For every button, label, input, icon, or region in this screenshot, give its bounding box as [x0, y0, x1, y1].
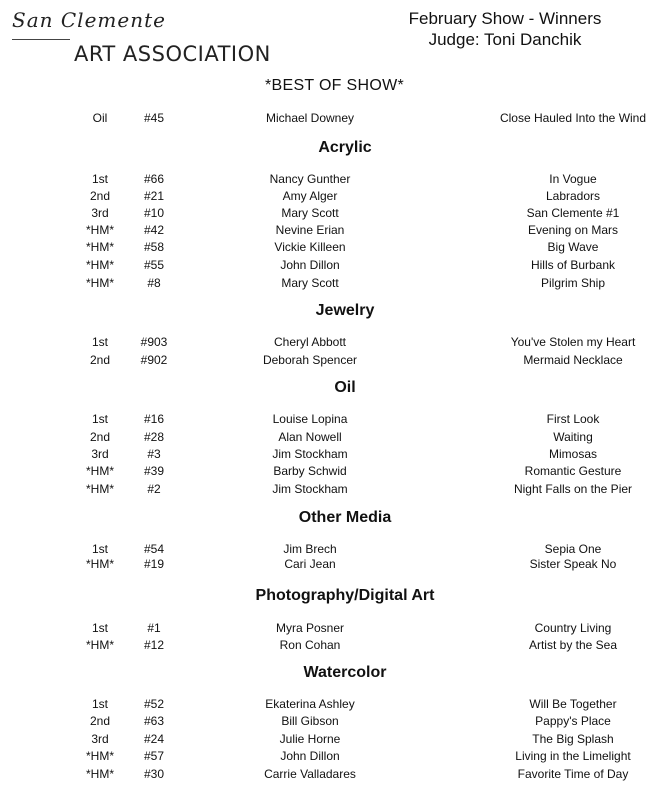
entry-number: #19 [143, 557, 165, 571]
table-row [0, 767, 669, 785]
entry-artist: Mary Scott [281, 206, 339, 220]
section-heading-watercolor: Watercolor [303, 664, 387, 681]
entry-place: *HM* [85, 240, 115, 254]
entry-artist: Jim Stockham [272, 482, 348, 496]
entry-artist: Bill Gibson [281, 714, 339, 728]
entry-place: *HM* [85, 482, 115, 496]
entry-number: #12 [143, 638, 165, 652]
entry-number: #30 [143, 767, 165, 781]
entry-title: Sister Speak No [529, 557, 617, 571]
entry-place: 1st [91, 412, 109, 426]
entry-number: #63 [143, 714, 165, 728]
entry-number: #52 [143, 697, 165, 711]
entry-title: Waiting [553, 430, 593, 444]
entry-number: #3 [147, 447, 161, 461]
table-row [0, 240, 669, 258]
table-row [0, 447, 669, 465]
entry-title: In Vogue [549, 172, 597, 186]
entry-title: Labradors [545, 189, 601, 203]
entry-place: 2nd [89, 353, 111, 367]
table-row [0, 189, 669, 207]
section-heading-photography: Photography/Digital Art [255, 587, 435, 604]
entry-place: 3rd [91, 447, 109, 461]
entry-number: #45 [143, 111, 165, 125]
entry-artist: Nevine Erian [275, 223, 345, 237]
entry-title: Favorite Time of Day [517, 767, 629, 781]
entry-place: 1st [91, 335, 109, 349]
entry-artist: Mary Scott [281, 276, 339, 290]
entry-place: 1st [91, 172, 109, 186]
entry-artist: Alan Nowell [278, 430, 342, 444]
entry-place: 1st [91, 697, 109, 711]
entry-number: #10 [143, 206, 165, 220]
table-row [0, 206, 669, 224]
entry-artist: Amy Alger [282, 189, 338, 203]
entry-place: 2nd [89, 430, 111, 444]
table-row [0, 258, 669, 276]
entry-place: 1st [91, 621, 109, 635]
table-row [0, 621, 669, 639]
table-row [0, 223, 669, 241]
entry-number: #66 [143, 172, 165, 186]
entry-artist: Myra Posner [275, 621, 345, 635]
entry-place: *HM* [85, 276, 115, 290]
entry-title: Living in the Limelight [515, 749, 631, 763]
logo-script-text: San Clemente [12, 8, 166, 32]
table-row [0, 172, 669, 190]
entry-number: #57 [143, 749, 165, 763]
section-heading-other-media: Other Media [298, 509, 392, 526]
entry-title: Mimosas [548, 447, 598, 461]
entry-artist: Louise Lopina [272, 412, 348, 426]
entry-title: Will Be Together [529, 697, 617, 711]
entry-title: Country Living [534, 621, 612, 635]
section-heading-oil: Oil [334, 379, 356, 396]
entry-artist: Carrie Valladares [264, 767, 356, 781]
logo-association-name: ART ASSOCIATION [74, 42, 271, 66]
section-heading-acrylic: Acrylic [318, 139, 372, 156]
entry-number: #1 [147, 621, 161, 635]
entry-place: 3rd [91, 732, 109, 746]
entry-place: *HM* [85, 749, 115, 763]
entry-number: #58 [143, 240, 165, 254]
entry-place: *HM* [85, 464, 115, 478]
entry-number: #902 [140, 353, 168, 367]
entry-number: #55 [143, 258, 165, 272]
entry-title: Night Falls on the Pier [513, 482, 633, 496]
table-row [0, 430, 669, 448]
entry-artist: Deborah Spencer [262, 353, 358, 367]
entry-place: 2nd [89, 189, 111, 203]
entry-title: Mermaid Necklace [523, 353, 623, 367]
entry-number: #8 [147, 276, 161, 290]
section-heading-jewelry: Jewelry [315, 302, 375, 319]
table-row [0, 464, 669, 482]
entry-number: #24 [143, 732, 165, 746]
entry-title: San Clemente #1 [526, 206, 620, 220]
entry-place: 3rd [91, 206, 109, 220]
entry-artist: Barby Schwid [273, 464, 347, 478]
table-row [0, 335, 669, 353]
entry-number: #16 [143, 412, 165, 426]
entry-place: *HM* [85, 258, 115, 272]
entry-number: #903 [140, 335, 168, 349]
show-title: February Show - Winners [408, 9, 602, 28]
entry-artist: Ron Cohan [279, 638, 341, 652]
table-row [0, 732, 669, 750]
entry-artist: Jim Brech [283, 542, 337, 556]
entry-artist: Julie Horne [279, 732, 341, 746]
entry-artist: Cheryl Abbott [273, 335, 347, 349]
entry-artist: Michael Downey [265, 111, 355, 125]
entry-title: Hills of Burbank [530, 258, 616, 272]
entry-place: Oil [92, 111, 108, 125]
entry-place: 2nd [89, 714, 111, 728]
entry-artist: Ekaterina Ashley [265, 697, 355, 711]
entry-title: Romantic Gesture [524, 464, 622, 478]
association-logo [8, 8, 271, 68]
entry-title: Pilgrim Ship [540, 276, 606, 290]
document-header [370, 8, 640, 50]
entry-number: #54 [143, 542, 165, 556]
table-row [0, 557, 669, 575]
table-row [0, 714, 669, 732]
entry-title: Close Hauled Into the Wind [499, 111, 647, 125]
logo-rule [12, 39, 70, 40]
entry-number: #42 [143, 223, 165, 237]
entry-place: *HM* [85, 638, 115, 652]
table-row [0, 353, 669, 371]
entry-artist: Vickie Killeen [274, 240, 346, 254]
entry-place: 1st [91, 542, 109, 556]
table-row [0, 697, 669, 715]
entry-title: Pappy's Place [535, 714, 611, 728]
entry-artist: Nancy Gunther [269, 172, 351, 186]
judge-line: Judge: Toni Danchik [428, 30, 582, 49]
table-row [0, 749, 669, 767]
table-row [0, 638, 669, 656]
entry-artist: John Dillon [280, 258, 340, 272]
table-row [0, 482, 669, 500]
table-row [0, 276, 669, 294]
entry-title: Big Wave [547, 240, 599, 254]
best-of-show-heading: *BEST OF SHOW* [264, 77, 405, 94]
entry-number: #2 [147, 482, 161, 496]
entry-artist: Cari Jean [284, 557, 336, 571]
entry-artist: John Dillon [280, 749, 340, 763]
entry-title: Artist by the Sea [528, 638, 618, 652]
entry-title: Sepia One [544, 542, 602, 556]
entry-title: First Look [546, 412, 600, 426]
entry-place: *HM* [85, 557, 115, 571]
entry-place: *HM* [85, 223, 115, 237]
entry-title: You've Stolen my Heart [510, 335, 636, 349]
entry-title: The Big Splash [532, 732, 614, 746]
entry-artist: Jim Stockham [272, 447, 348, 461]
entry-place: *HM* [85, 767, 115, 781]
table-row [0, 412, 669, 430]
entry-title: Evening on Mars [527, 223, 619, 237]
entry-number: #39 [143, 464, 165, 478]
entry-number: #21 [143, 189, 165, 203]
best-of-show-row [0, 111, 669, 129]
entry-number: #28 [143, 430, 165, 444]
